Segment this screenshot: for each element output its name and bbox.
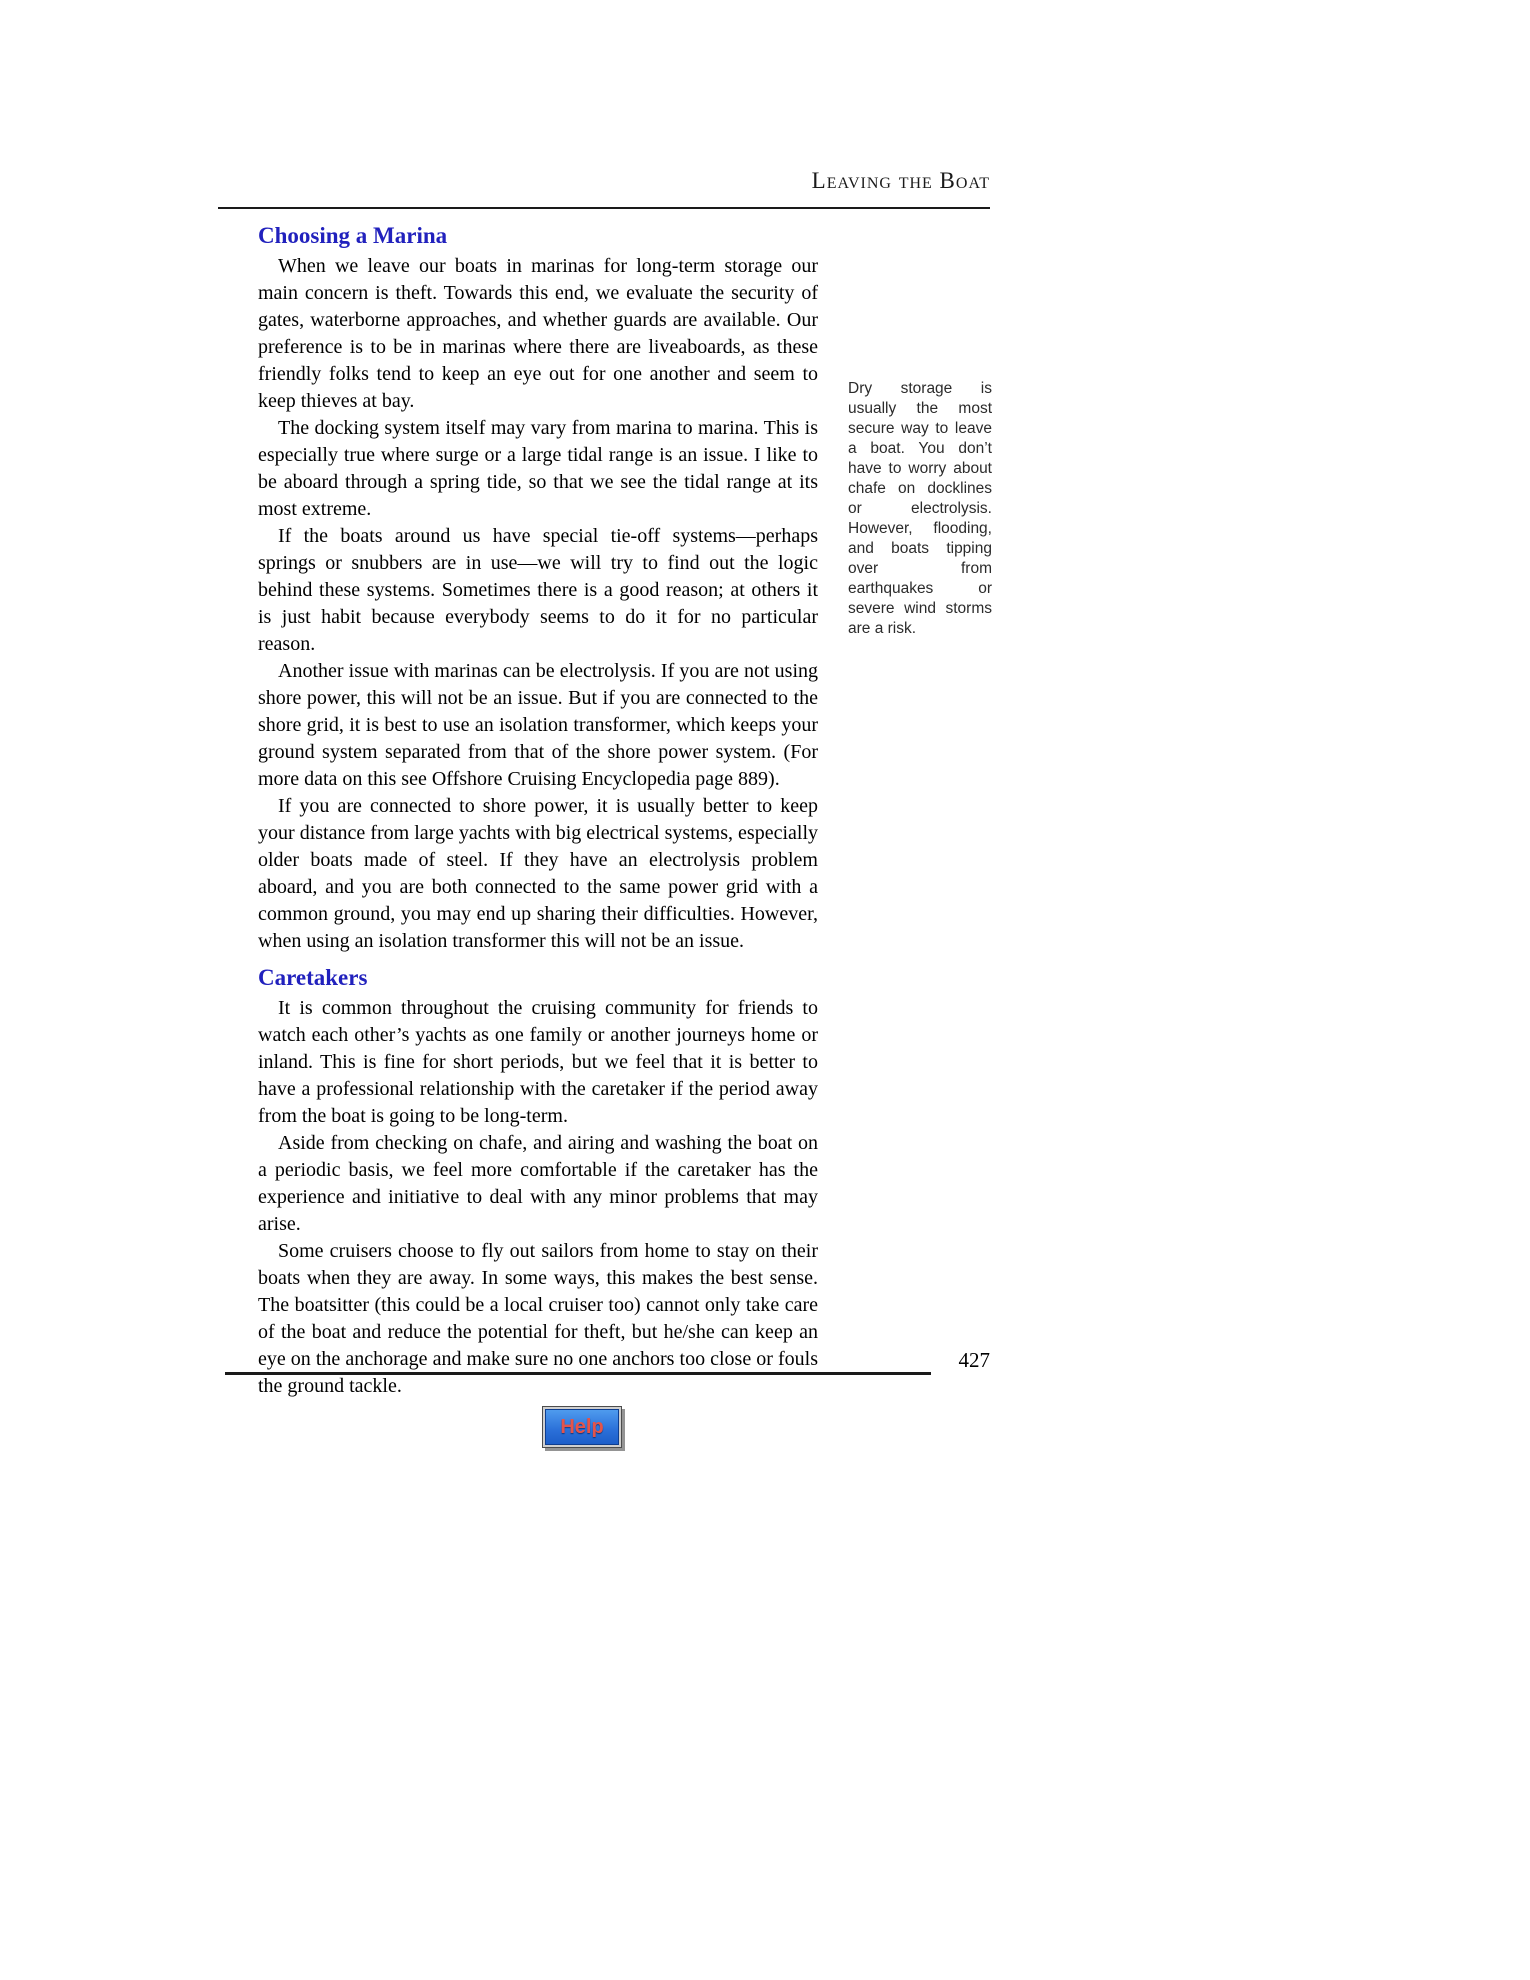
paragraph: If the boats around us have special tie-off systems—perhaps springs or snubbers are in use—we will try to find out the logic behind these systems. Sometimes there is a good reason; at others it is just habit because everybody seems to do it for no particular reason.	[258, 525, 818, 655]
paragraph: It is common throughout the cruising community for friends to watch each other’s yachts as one family or another journeys home or inland. This is fine for short periods, but we feel that it is better to have a professional relationship with the caretaker if the period away from the boat is going to be long-term.	[258, 997, 818, 1127]
paragraph: Some cruisers choose to fly out sailors from home to stay on their boats when they are away. In some ways, this makes the best sense. The boatsitter (this could be a local cruiser too) cannot only take care of the boat and reduce the potential for theft, but he/she can keep an eye on the anchorage and make sure no one anchors too close or fouls the ground tackle.	[258, 1240, 818, 1397]
page-number: 427	[958, 1348, 990, 1372]
section-heading-choosing-a-marina: Choosing a Marina	[258, 223, 448, 248]
header-rule	[218, 207, 990, 209]
help-button[interactable]: Help	[545, 1409, 619, 1445]
paragraph: Another issue with marinas can be electrolysis. If you are not using shore power, this will not be an issue. But if you are connected to the shore grid, it is best to use an isolation transformer, which keeps your ground system separated from that of the shore power system. (For more data on this see Offshore Cruising Encyclopedia page 889).	[258, 660, 818, 790]
page-header	[218, 168, 990, 194]
sidebar-note: Dry storage is usually the most secure way to leave a boat. You don’t have to worry about chafe on docklines or electrolysis. However, flooding, and boats tipping over from earthquakes or severe wind storms are a risk.	[848, 380, 992, 637]
section-heading-caretakers: Caretakers	[258, 965, 368, 990]
paragraph: If you are connected to shore power, it is usually better to keep your distance from large yachts with big electrical systems, especially older boats made of steel. If they have an electrolysis problem aboard, and you are both connected to the same power grid with a common ground, you may end up sharing their difficulties. However, when using an isolation transformer this will not be an issue.	[258, 795, 818, 952]
main-text-column	[258, 222, 818, 1400]
running-head: Leaving the Boat	[811, 168, 990, 193]
help-button-frame	[542, 1406, 622, 1448]
paragraph: The docking system itself may vary from marina to marina. This is especially true where surge or a large tidal range is an issue. I like to be aboard through a spring tide, so that we see the tidal range at its most extreme.	[258, 417, 818, 520]
paragraph: Aside from checking on chafe, and airing and washing the boat on a periodic basis, we feel more comfortable if the caretaker has the experience and initiative to deal with any minor problems that may arise.	[258, 1132, 818, 1235]
footer-rule	[225, 1372, 931, 1375]
paragraph: When we leave our boats in marinas for long-term storage our main concern is theft. Towards this end, we evaluate the security of gates, waterborne approaches, and whether guards are available. Our preference is to be in marinas where there are liveaboards, as these friendly folks tend to keep an eye out for one another and seem to keep thieves at bay.	[258, 255, 818, 412]
